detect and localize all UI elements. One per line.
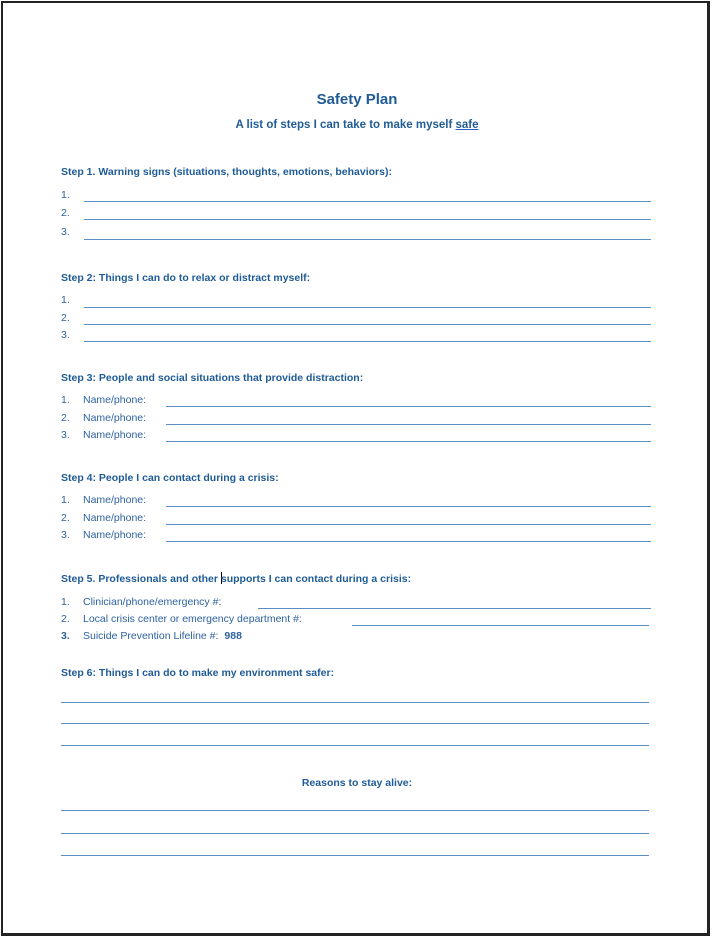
step-3-blank-1[interactable]	[166, 406, 651, 407]
step-2-heading: Step 2: Things I can do to relax or distract myself:	[61, 272, 311, 284]
step-5-blank-2[interactable]	[352, 625, 649, 626]
item-number: 2.	[61, 207, 70, 219]
step-3-blank-2[interactable]	[166, 424, 651, 425]
item-number: 3.	[61, 329, 70, 341]
subtitle-text: A list of steps I can take to make myself	[235, 119, 456, 131]
item-number: 1.	[61, 394, 70, 406]
item-number: 3.	[61, 529, 70, 541]
item-label: Name/phone:	[83, 412, 147, 424]
reasons-blank-2[interactable]	[61, 833, 649, 834]
item-number: 2.	[61, 512, 70, 524]
heading-text-part-2: supports I can contact during a crisis:	[220, 573, 412, 585]
step-2-blank-2[interactable]	[84, 324, 651, 325]
document-subtitle	[0, 119, 714, 131]
step-1-blank-3[interactable]	[84, 239, 651, 240]
item-label: Name/phone:	[83, 429, 147, 441]
reasons-heading: Reasons to stay alive:	[301, 777, 413, 789]
reasons-blank-1[interactable]	[61, 810, 649, 811]
heading-text-part-1: Step 5. Professionals and other	[61, 573, 221, 585]
item-number: 1.	[61, 189, 70, 201]
item-label	[83, 629, 242, 643]
step-1-blank-1[interactable]	[84, 201, 651, 202]
item-label: Name/phone:	[83, 494, 147, 506]
document-page	[1, 1, 710, 936]
lifeline-label: Suicide Prevention Lifeline #:	[83, 630, 219, 642]
step-6-blank-3[interactable]	[61, 745, 649, 746]
reasons-blank-3[interactable]	[61, 855, 649, 856]
item-number: 3.	[61, 226, 70, 238]
document-title: Safety Plan	[316, 91, 398, 108]
item-label: Clinician/phone/emergency #:	[83, 596, 222, 608]
item-number: 1.	[61, 596, 70, 608]
item-label: Name/phone:	[83, 512, 147, 524]
item-number: 2.	[61, 412, 70, 424]
item-number: 1.	[61, 294, 70, 306]
step-4-blank-3[interactable]	[166, 541, 651, 542]
step-4-heading: Step 4: People I can contact during a crisis:	[61, 472, 279, 484]
step-4-blank-2[interactable]	[166, 524, 651, 525]
step-5-heading	[61, 572, 411, 585]
step-2-blank-1[interactable]	[84, 307, 651, 308]
step-6-heading: Step 6: Things I can do to make my environment safer:	[61, 667, 335, 679]
step-4-blank-1[interactable]	[166, 506, 651, 507]
step-6-blank-1[interactable]	[61, 702, 649, 703]
item-label: Name/phone:	[83, 529, 147, 541]
item-number: 3.	[61, 429, 70, 441]
step-1-heading: Step 1. Warning signs (situations, thoughts, emotions, behaviors):	[61, 166, 392, 178]
item-number: 3.	[61, 630, 70, 642]
lifeline-number: 988	[224, 630, 242, 642]
item-label: Local crisis center or emergency department #:	[83, 613, 302, 625]
item-number: 2.	[61, 613, 70, 625]
step-3-heading: Step 3: People and social situations that provide distraction:	[61, 372, 364, 384]
item-number: 1.	[61, 494, 70, 506]
step-6-blank-2[interactable]	[61, 723, 649, 724]
step-5-blank-1[interactable]	[258, 608, 651, 609]
item-label: Name/phone:	[83, 394, 147, 406]
step-3-blank-3[interactable]	[166, 441, 651, 442]
item-number: 2.	[61, 312, 70, 324]
step-1-blank-2[interactable]	[84, 219, 651, 220]
step-2-blank-3[interactable]	[84, 341, 651, 342]
subtitle-underlined-word: safe	[455, 119, 479, 131]
